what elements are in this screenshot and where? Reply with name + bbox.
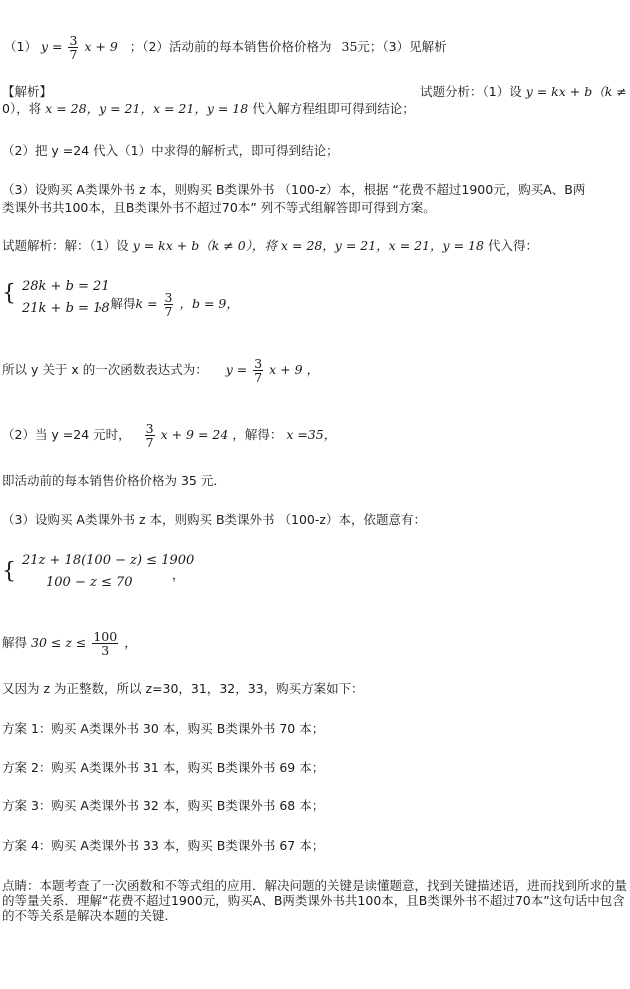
plan-item: 方案 2：购买 A类课外书 31 本，购买 B类课外书 69 本； (2, 760, 325, 775)
answer-part2: ；（2）活动前的每本销售价格价格为 (129, 39, 332, 54)
inequality-system (22, 550, 194, 594)
answer-line (4, 34, 447, 61)
inequality-result: 解得 30 ≤ z ≤ $\frac{100}{3}$ ， (2, 629, 137, 658)
answer-part2-unit: 元；（3）见解析 (357, 39, 447, 54)
answer-part2-value: 35 (341, 39, 358, 54)
solution-part2: （2）当 y =24 元时， $\frac{3}{7}$ x + 9 = 24 ，解得： x =35， (2, 421, 337, 450)
analysis-step3-b: 类课外书共100本，且B类课外书不超过70本” 列不等式组解答即可得到方案。 (2, 200, 436, 215)
inequality-comma: ， (172, 567, 185, 582)
plan-item: 方案 4：购买 A类课外书 33 本，购买 B类课外书 67 本； (2, 838, 325, 853)
solve-k-fraction: $\frac{3}{7}$ (164, 290, 173, 319)
equation-2: 21k + b = 18 (22, 301, 110, 316)
analysis-step2: （2）把 y =24 代入（1）中求得的解析式，即可得到结论； (2, 143, 339, 158)
part2-fraction: $\frac{3}{7}$ (145, 421, 154, 450)
inequality-2: 100 − z ≤ 70 (46, 575, 133, 590)
expression-fraction: $\frac{3}{7}$ (254, 356, 263, 385)
plan-item: 方案 3：购买 A类课外书 32 本，购买 B类课外书 68 本； (2, 798, 325, 813)
answer-tail: x + 9 (84, 39, 118, 54)
answer-fraction: $\frac{3}{7}$ (69, 33, 78, 62)
solution-intro: 试题解析：解：（1）设 y = kx + b（k ≠ 0），将 x = 28，y = 21，x = 21，y = 18 代入得： (2, 238, 538, 253)
answer-y-eq: y = (40, 39, 63, 54)
analysis-step3-a: （3）设购买 A类课外书 z 本，则购买 B类课外书 （100-z）本，根据 “花费不超过1900元，购买A、B两 (2, 182, 586, 197)
answer-part1-label: （1） (4, 39, 37, 54)
result-fraction: $\frac{100}{3}$ (93, 629, 118, 658)
inequality-1: 21z + 18(100 − z) ≤ 1900 (22, 553, 195, 568)
solve-result: ，解得k = $\frac{3}{7}$ ，b = 9， (98, 290, 239, 319)
equation-system (22, 276, 110, 320)
function-expression: 所以 y 关于 x 的一次函数表达式为： y = $\frac{3}{7}$ x + 9 ， (2, 356, 320, 385)
inequality-system-brace: { (2, 559, 16, 584)
equation-1: 28k + b = 21 (22, 279, 110, 294)
analysis-tag: 【解析】 (2, 84, 53, 99)
part2-conclusion: 即活动前的每本销售价格价格为 35 元． (2, 473, 226, 488)
analysis-intro-right: 试题分析：（1）设 y = kx + b（k ≠ (420, 84, 627, 99)
analysis-line2: 0），将 x = 28，y = 21，x = 21，y = 18 代入解方程组即可得到结论； (2, 101, 415, 116)
equation-system-brace: { (2, 281, 16, 306)
solution-part3: （3）设购买 A类课外书 z 本，则购买 B类课外书 （100-z）本，依题意有： (2, 512, 426, 527)
plan-item: 方案 1：购买 A类课外书 30 本，购买 B类课外书 70 本； (2, 721, 325, 736)
comment-paragraph: 点睛：本题考查了一次函数和不等式组的应用．解决问题的关键是读懂题意，找到关键描述语，进而找到所求的量的等量关系．理解“花费不超过1900元，购买A、B两类课外书共100本，且B类课外书不超过70本”这句话中包含的不等关系是解决本题的关键． (2, 878, 628, 923)
integer-statement: 又因为 z 为正整数，所以 z=30，31，32，33，购买方案如下： (2, 681, 364, 696)
